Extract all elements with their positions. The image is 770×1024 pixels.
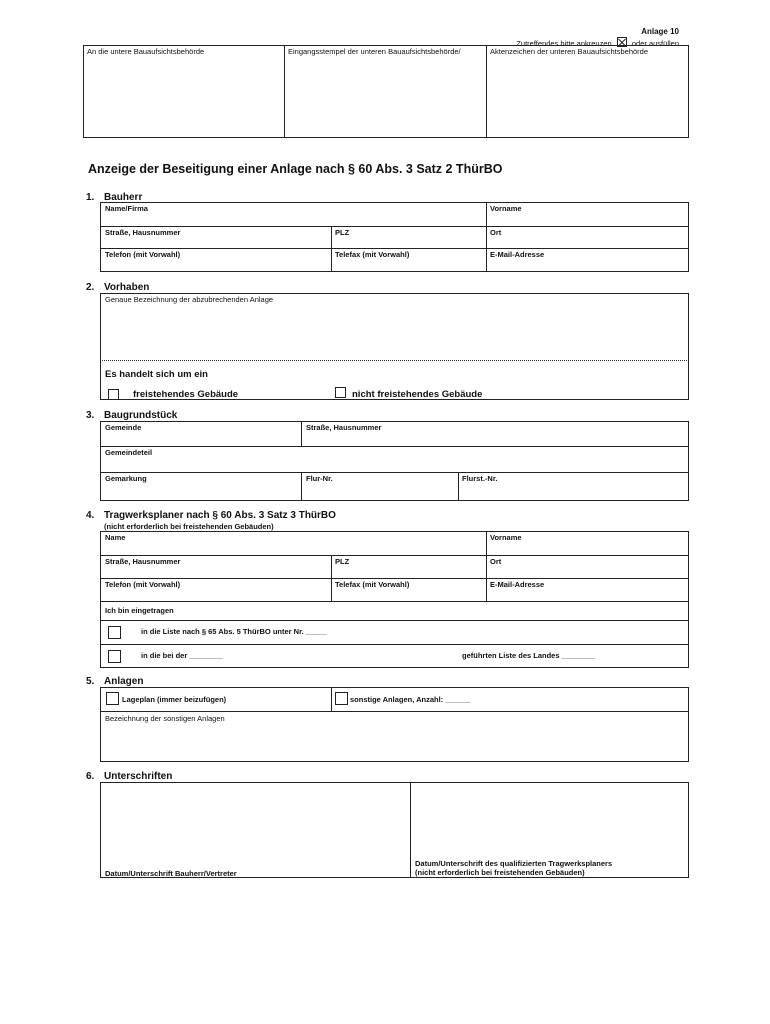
fill-hint-prefix: Zutreffendes bitte ankreuzen bbox=[516, 39, 612, 48]
nicht-freistehend-label: nicht freistehendes Gebäude bbox=[352, 389, 483, 400]
planer-strasse-field[interactable]: Straße, Hausnummer bbox=[105, 557, 181, 566]
planer-telefax-field[interactable]: Telefax (mit Vorwahl) bbox=[335, 580, 410, 589]
divider bbox=[410, 782, 411, 878]
divider bbox=[458, 472, 459, 501]
divider bbox=[100, 226, 689, 227]
bauherr-plz-field[interactable]: PLZ bbox=[335, 228, 350, 237]
bauherr-telefon-field[interactable]: Telefon (mit Vorwahl) bbox=[105, 250, 181, 259]
divider bbox=[331, 226, 332, 272]
bauherr-email-field[interactable]: E-Mail-Adresse bbox=[490, 250, 545, 259]
divider bbox=[100, 248, 689, 249]
planer-ort-field[interactable]: Ort bbox=[490, 557, 502, 566]
section3-title: Baugrundstück bbox=[104, 410, 178, 421]
landesliste-label-a: in die bei der ________ bbox=[141, 651, 223, 660]
planer-plz-field[interactable]: PLZ bbox=[335, 557, 350, 566]
section4-subtitle: (nicht erforderlich bei freistehenden Gebäuden) bbox=[104, 522, 274, 531]
divider bbox=[486, 202, 487, 272]
divider bbox=[100, 711, 689, 712]
section5-title: Anlagen bbox=[104, 676, 144, 687]
divider bbox=[100, 472, 689, 473]
divider bbox=[331, 555, 332, 601]
section2-title: Vorhaben bbox=[104, 282, 150, 293]
bauherr-vorname-field[interactable]: Vorname bbox=[490, 204, 522, 213]
divider bbox=[100, 578, 689, 579]
divider bbox=[301, 472, 302, 501]
fill-hint-suffix: oder ausfüllen bbox=[631, 39, 679, 48]
liste-65-checkbox[interactable] bbox=[108, 626, 121, 639]
divider bbox=[100, 555, 689, 556]
section1-title: Bauherr bbox=[104, 192, 143, 203]
signature-planer-line2: (nicht erforderlich bei freistehenden Gebäuden) bbox=[415, 868, 585, 877]
landesliste-checkbox[interactable] bbox=[108, 650, 121, 663]
bauherr-name-field[interactable]: Name/Firma bbox=[105, 204, 148, 213]
planer-telefon-field[interactable]: Telefon (mit Vorwahl) bbox=[105, 580, 181, 589]
office-cell-stamp[interactable]: Eingangsstempel der unteren Bauaufsichtsbehörde/ bbox=[288, 47, 461, 56]
sonstige-anlagen-label: sonstige Anlagen, Anzahl: ______ bbox=[350, 695, 471, 704]
gemeindeteil-field[interactable]: Gemeindeteil bbox=[105, 448, 153, 457]
section2-number: 2. bbox=[86, 282, 95, 293]
divider bbox=[301, 421, 302, 446]
form-title: Anzeige der Beseitigung einer Anlage nach § 60 Abs. 3 Satz 2 ThürBO bbox=[88, 162, 503, 176]
divider bbox=[100, 360, 689, 361]
office-cell-file-number[interactable]: Aktenzeichen der unteren Bauaufsichtsbehörde bbox=[490, 47, 649, 56]
section4-title: Tragwerksplaner nach § 60 Abs. 3 Satz 3 ThürBO bbox=[104, 510, 336, 521]
office-cell-authority[interactable]: An die untere Bauaufsichtsbehörde bbox=[87, 47, 205, 56]
freistehend-label: freistehendes Gebäude bbox=[133, 389, 239, 400]
section4-number: 4. bbox=[86, 510, 95, 521]
bauherr-telefax-field[interactable]: Telefax (mit Vorwahl) bbox=[335, 250, 410, 259]
building-type-question: Es handelt sich um ein bbox=[105, 369, 208, 380]
eingetragen-label: Ich bin eingetragen bbox=[105, 606, 174, 615]
flur-nr-field[interactable]: Flur-Nr. bbox=[306, 474, 333, 483]
signature-planer-line1[interactable]: Datum/Unterschrift des qualifizierten Tragwerksplaners bbox=[415, 859, 613, 868]
office-header-table bbox=[83, 45, 689, 138]
planer-email-field[interactable]: E-Mail-Adresse bbox=[490, 580, 545, 589]
planer-name-field[interactable]: Name bbox=[105, 533, 126, 542]
section3-table bbox=[100, 421, 689, 501]
nicht-freistehend-checkbox[interactable] bbox=[335, 387, 346, 398]
bauherr-strasse-field[interactable]: Straße, Hausnummer bbox=[105, 228, 181, 237]
divider bbox=[486, 45, 487, 138]
divider bbox=[100, 644, 689, 645]
liste-65-label: in die Liste nach § 65 Abs. 5 ThürBO unter Nr. _____ bbox=[141, 627, 327, 636]
sonstige-anlagen-description-field[interactable]: Bezeichnung der sonstigen Anlagen bbox=[105, 714, 225, 723]
bauherr-ort-field[interactable]: Ort bbox=[490, 228, 502, 237]
section6-title: Unterschriften bbox=[104, 771, 173, 782]
lageplan-label: Lageplan (immer beizufügen) bbox=[122, 695, 227, 704]
anlage-number: Anlage 10 bbox=[641, 27, 679, 36]
divider bbox=[331, 687, 332, 711]
vorhaben-description-field[interactable]: Genaue Bezeichnung der abzubrechenden Anlage bbox=[105, 295, 274, 304]
section2-table bbox=[100, 293, 689, 400]
section1-number: 1. bbox=[86, 192, 95, 203]
section1-table bbox=[100, 202, 689, 272]
freistehend-checkbox[interactable] bbox=[108, 389, 119, 400]
section6-number: 6. bbox=[86, 771, 95, 782]
planer-vorname-field[interactable]: Vorname bbox=[490, 533, 522, 542]
sonstige-anlagen-checkbox[interactable] bbox=[335, 692, 348, 705]
divider bbox=[100, 446, 689, 447]
lageplan-checkbox[interactable] bbox=[106, 692, 119, 705]
landesliste-label-b: geführten Liste des Landes ________ bbox=[462, 651, 595, 660]
divider bbox=[284, 45, 285, 138]
grundstueck-strasse-field[interactable]: Straße, Hausnummer bbox=[306, 423, 382, 432]
divider bbox=[100, 620, 689, 621]
divider bbox=[486, 531, 487, 601]
section4-table bbox=[100, 531, 689, 668]
gemarkung-field[interactable]: Gemarkung bbox=[105, 474, 147, 483]
divider bbox=[100, 601, 689, 602]
gemeinde-field[interactable]: Gemeinde bbox=[105, 423, 142, 432]
flurst-nr-field[interactable]: Flurst.-Nr. bbox=[462, 474, 498, 483]
section3-number: 3. bbox=[86, 410, 95, 421]
section5-number: 5. bbox=[86, 676, 95, 687]
signature-bauherr-field[interactable]: Datum/Unterschrift Bauherr/Vertreter bbox=[105, 869, 237, 878]
